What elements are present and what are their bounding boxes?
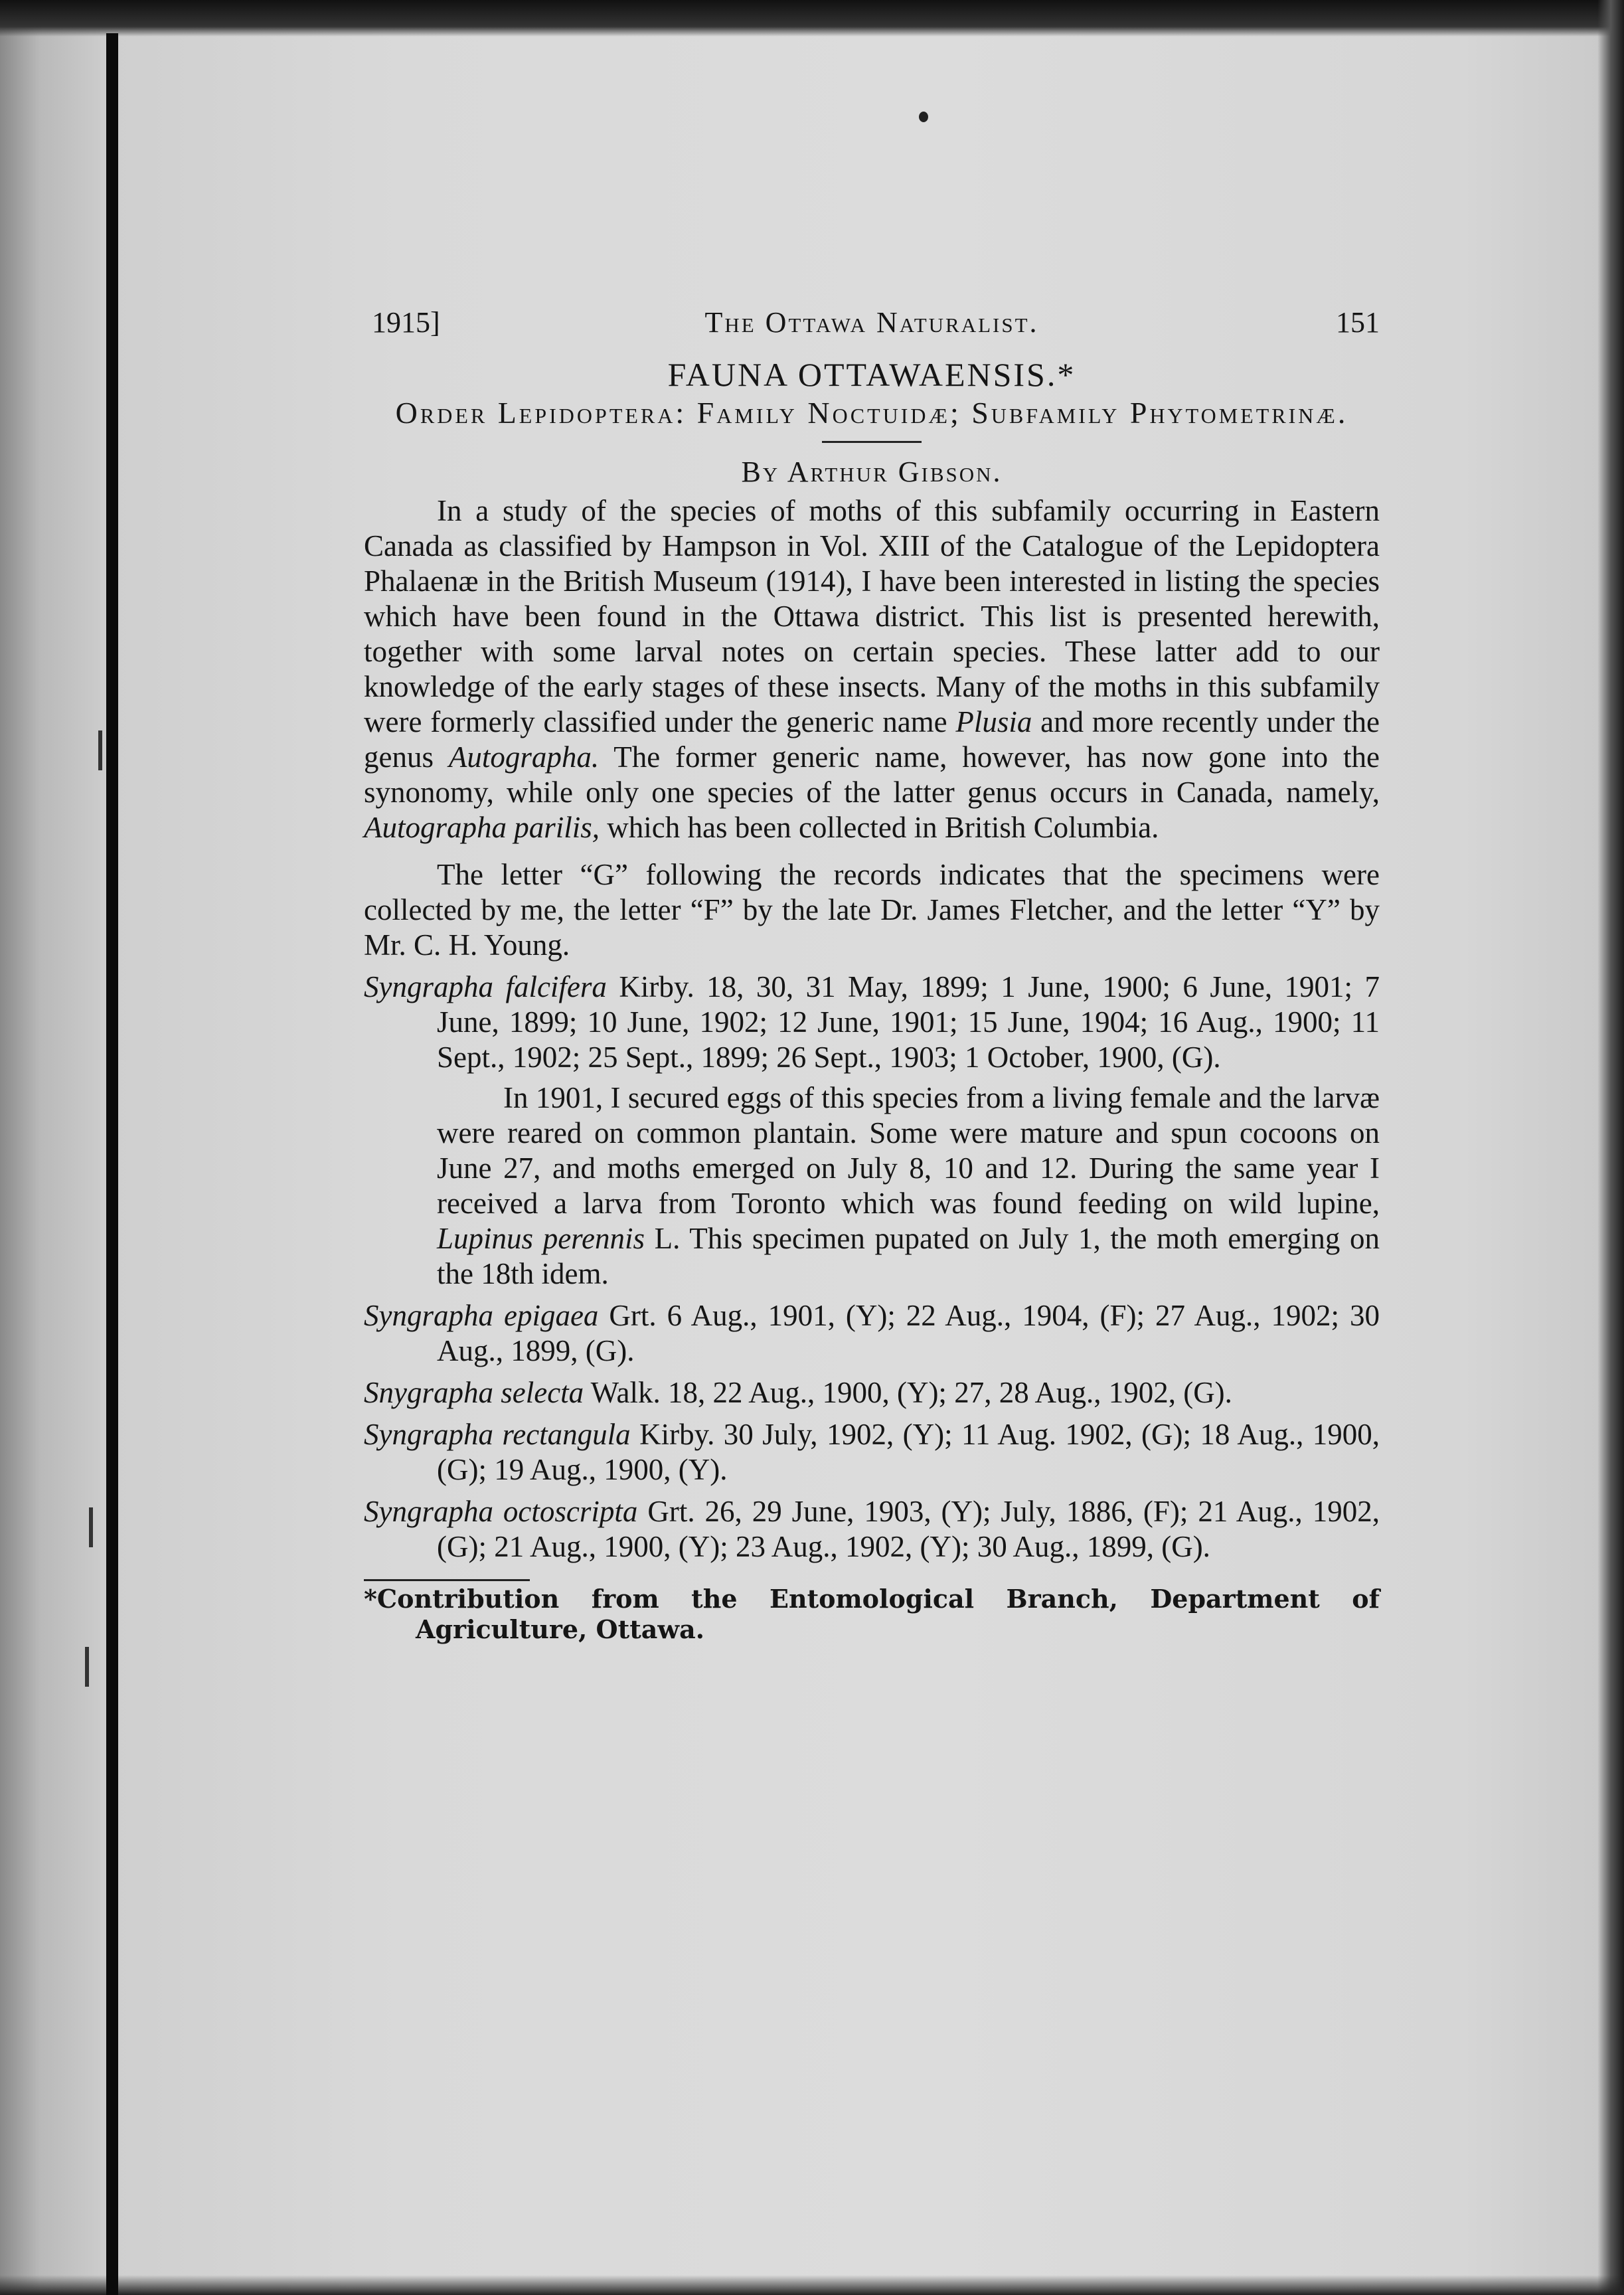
species-name: Syngrapha rectangula xyxy=(364,1418,631,1451)
note-text: L. This specimen pupated on July 1, the moth emerging on the 18th idem. xyxy=(437,1222,1380,1290)
margin-mark xyxy=(98,730,102,770)
species-record xyxy=(364,1375,1380,1410)
article-subtitle: Order Lepidoptera: Family Noctuidæ; Subfamily Phytometrinæ. xyxy=(395,396,1348,430)
species-name: Syngrapha epigaea xyxy=(364,1299,599,1332)
article-title: FAUNA OTTAWAENSIS.* xyxy=(667,356,1076,393)
record-text: Grt. 6 Aug., 1901, (Y); 22 Aug., 1904, (F); 27 Aug., 1902; 30 Aug., 1899, (G). xyxy=(437,1299,1380,1367)
running-head-year: 1915] xyxy=(372,306,440,339)
page-number: 151 xyxy=(1336,306,1380,339)
title-rule xyxy=(822,441,922,443)
footnote-rule xyxy=(364,1579,530,1581)
film-edge-bottom xyxy=(0,2275,1624,2295)
film-edge-top xyxy=(0,0,1624,37)
intro-paragraph xyxy=(364,493,1380,845)
margin-mark xyxy=(85,1647,89,1687)
intro-text: which has been collected in British Columbia. xyxy=(600,811,1159,844)
species-name: Syngrapha falcifera xyxy=(364,970,607,1003)
intro-text: The former generic name, however, has now gone into the synonomy, while only one species of the latter genus occurs in Canada, namely, xyxy=(364,740,1380,809)
running-head-title: The Ottawa Naturalist. xyxy=(704,306,1039,339)
gutter-shadow xyxy=(106,33,118,2295)
record-text: Kirby. 18, 30, 31 May, 1899; 1 June, 1900; 6 June, 1901; 7 June, 1899; 10 June, 1902; 12 June, 1901; 15 June, 1904; 16 Aug., 1900; 11 Sept., 1902; 25 Sept., 1899; 26 Sept., 1903; 1 October, 1900, (G). xyxy=(437,970,1380,1074)
byline: By Arthur Gibson. xyxy=(741,456,1003,488)
intro-text: and more recently under the genus xyxy=(364,705,1380,774)
record-text: Walk. 18, 22 Aug., 1900, (Y); 27, 28 Aug., 1902, (G). xyxy=(584,1376,1232,1409)
record-text: Grt. 26, 29 June, 1903, (Y); July, 1886, (F); 21 Aug., 1902, (G); 21 Aug., 1900, (Y); 23 Aug., 1902, (Y); 30 Aug., 1899, (G). xyxy=(437,1495,1380,1563)
running-head xyxy=(364,299,1380,345)
species-record xyxy=(364,970,1380,1075)
footnote: *Contribution from the Entomological Branch, Department of Agriculture, Ottawa. xyxy=(364,1584,1380,1644)
key-paragraph: The letter “G” following the records indicates that the specimens were collected by me, the letter “F” by the late Dr. James Fletcher, and the letter “Y” by Mr. C. H. Young. xyxy=(364,858,1380,962)
species-name: Autographa parilis, xyxy=(364,811,600,844)
species-name: Snygrapha selecta xyxy=(364,1376,584,1409)
plant-name: Lupinus perennis xyxy=(437,1222,645,1255)
species-record xyxy=(364,1298,1380,1369)
record-text: Kirby. 30 July, 1902, (Y); 11 Aug. 1902, (G); 18 Aug., 1900, (G); 19 Aug., 1900, (Y). xyxy=(437,1418,1380,1486)
intro-text: In a study of the species of moths of this subfamily occurring in Eastern Canada as classified by Hampson in Vol. XIII of the Catalogue of the Lepidoptera Phalaenæ in the British Museum (1914), I have been interested in listing the species which have been found in the Ottawa district. This list is presented herewith, together with some larval notes on certain species. These latter add to our knowledge of the early stages of these insects. Many of the moths in this subfamily were formerly classified under the generic name xyxy=(364,494,1380,738)
genus-name: Autographa. xyxy=(448,740,600,774)
margin-mark xyxy=(89,1507,93,1547)
genus-name: Plusia xyxy=(955,705,1032,738)
film-edge-right xyxy=(1597,0,1624,2295)
dust-speck xyxy=(919,112,928,122)
species-record xyxy=(364,1417,1380,1488)
rearing-note xyxy=(437,1080,1380,1292)
species-name: Syngrapha octoscripta xyxy=(364,1495,638,1528)
species-record xyxy=(364,1494,1380,1565)
note-text: In 1901, I secured eggs of this species from a living female and the larvæ were reared on common plantain. Some were mature and spun cocoons on June 27, and moths emerged on July 8, 10 and 12. During the same year I received a larva from Toronto which was found feeding on wild lupine, xyxy=(437,1081,1380,1220)
text-block xyxy=(364,299,1380,1645)
